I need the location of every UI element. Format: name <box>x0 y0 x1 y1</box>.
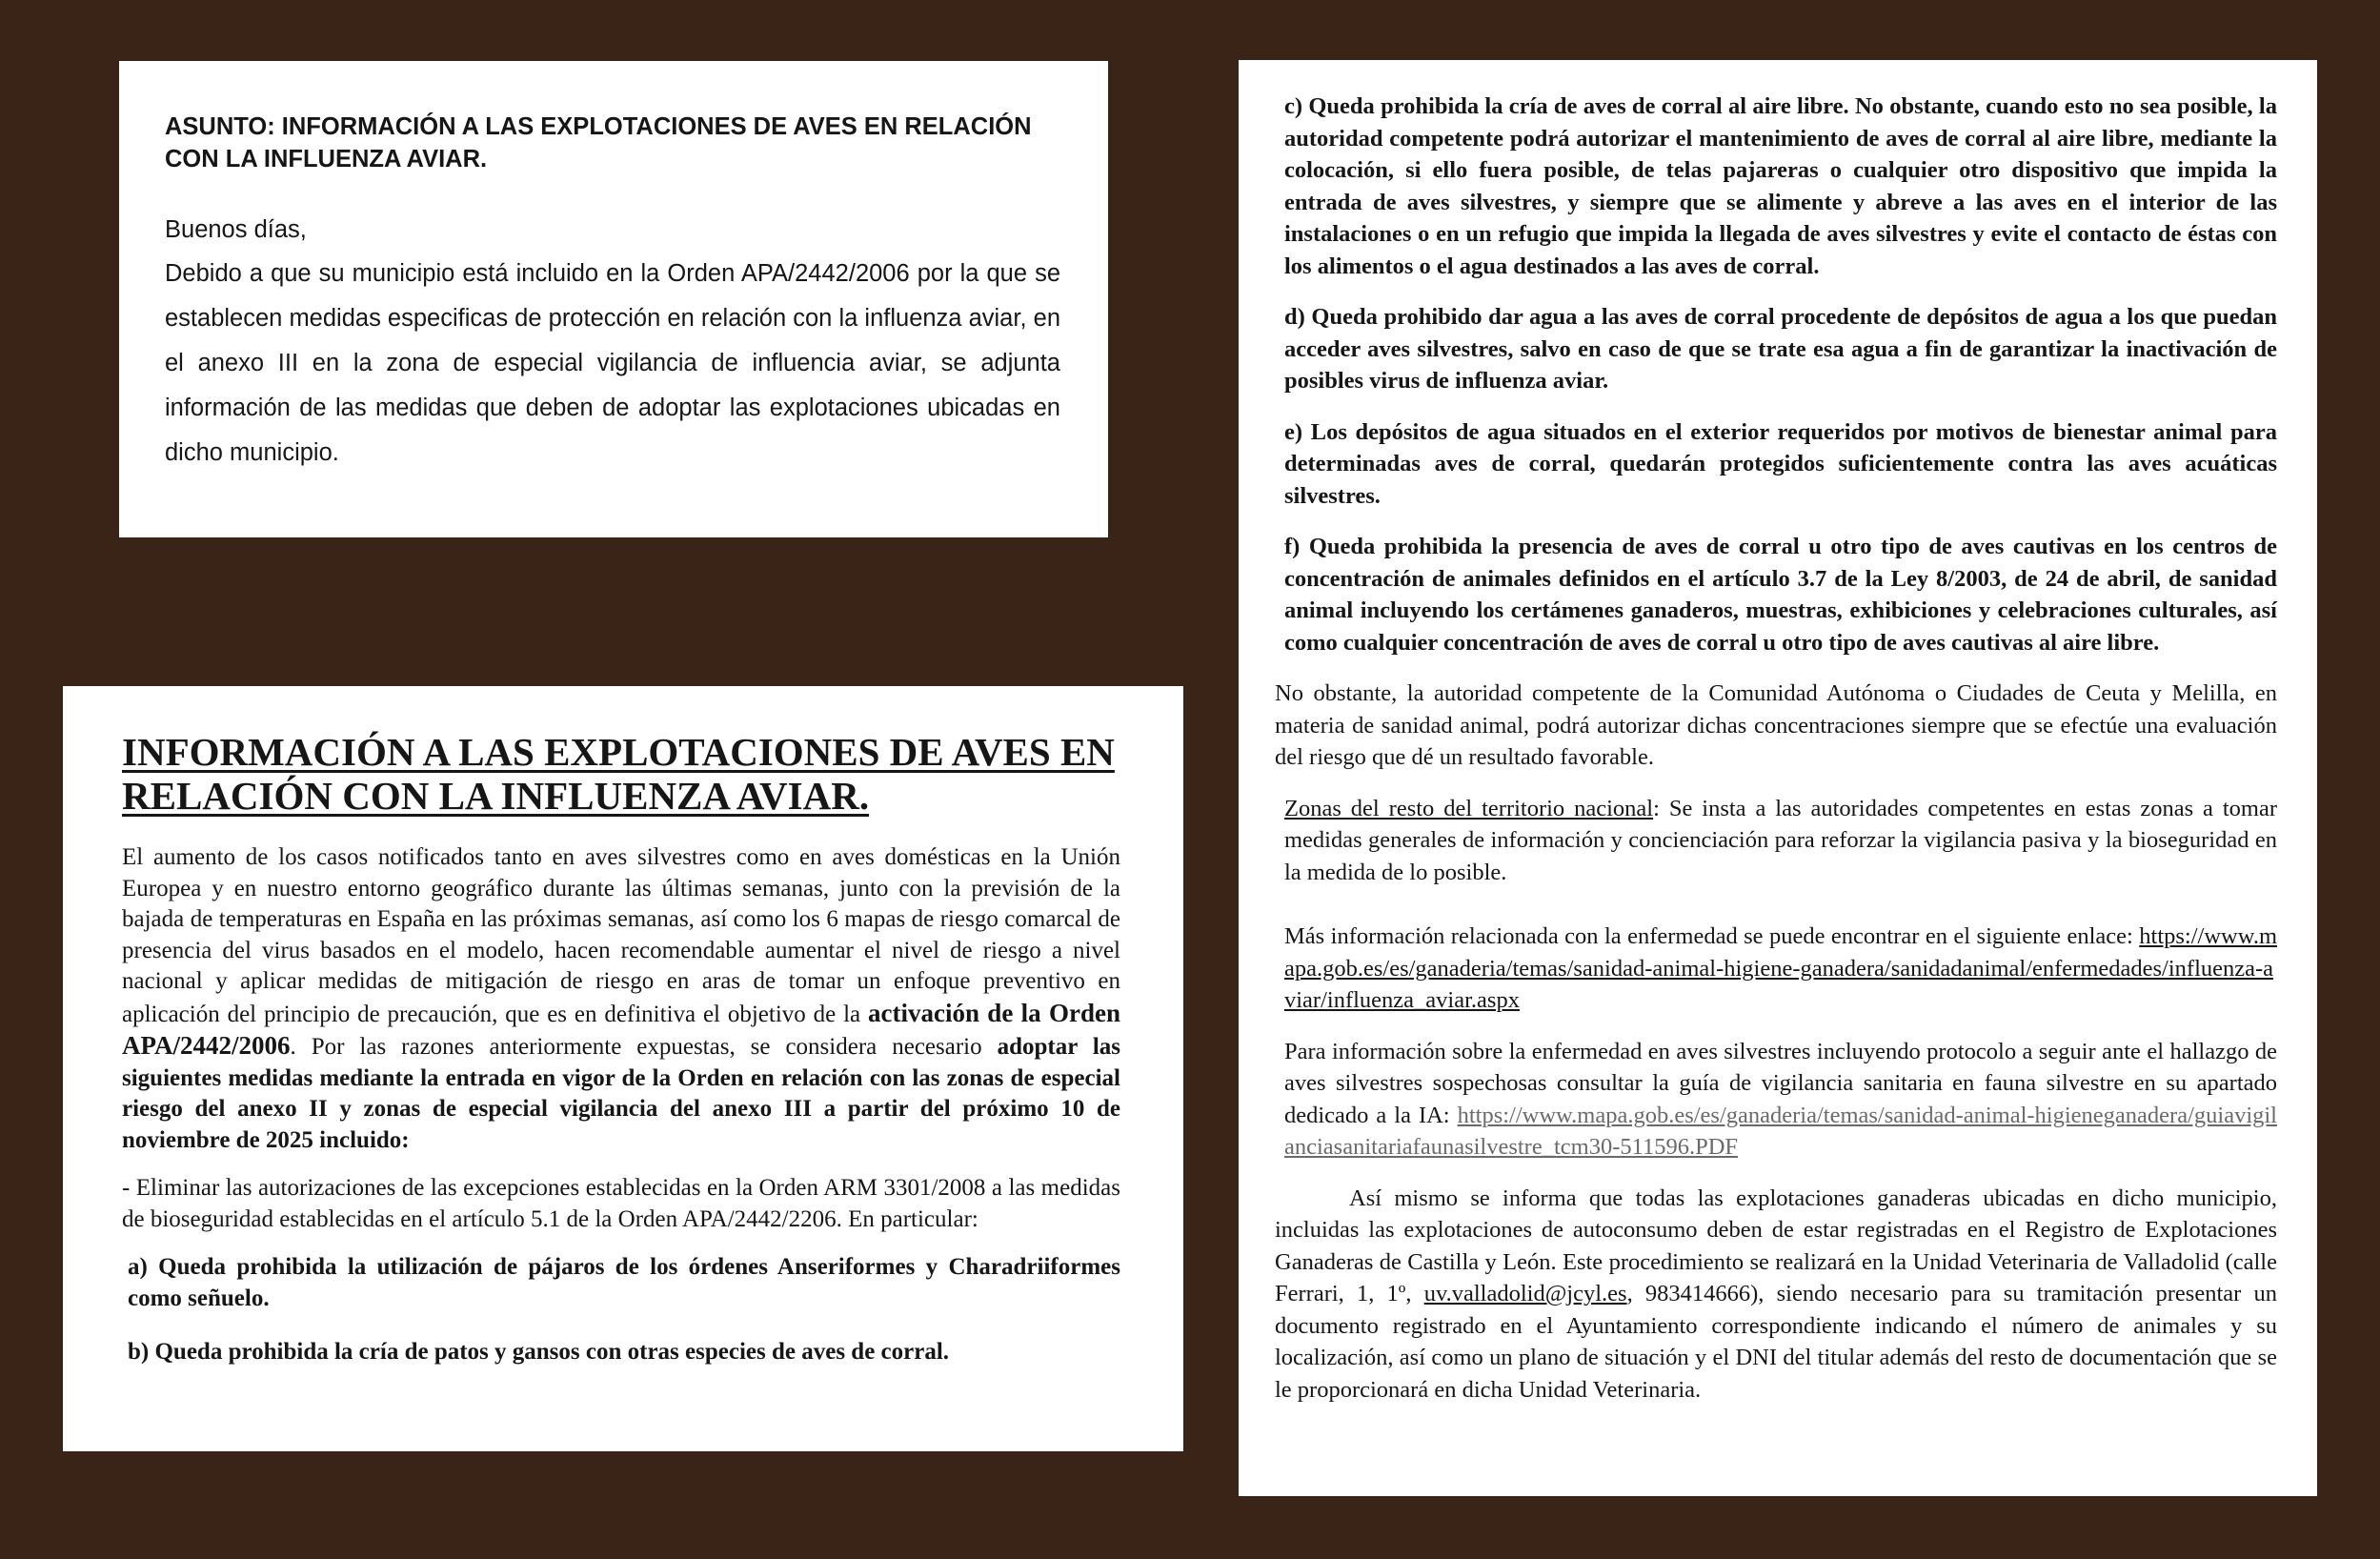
unit-email-link[interactable]: uv.valladolid@jcyl.es <box>1423 1281 1627 1306</box>
zones-label: Zonas del resto del territorio nacional <box>1284 795 1654 821</box>
intro-text-part2: . Por las razones anteriormente expuestas, se considera necesario <box>290 1034 982 1060</box>
registration-paragraph <box>1275 1183 2277 1407</box>
exceptions-paragraph: - Eliminar las autorizaciones de las excepciones establecidas en la Orden ARM 3301/2008 a las medidas de bioseguridad establecidas en el artículo 5.1 de la Orden APA/2442/2206. En particular: <box>122 1175 1120 1232</box>
intro-text-part1: El aumento de los casos notificados tanto en aves silvestres como en aves domésticas en la Unión Europea y en nuestro entorno geográfico durante las últimas semanas, junto con la previsión de la bajada de temperaturas en España en las próximas semanas, así como los 6 mapas de riesgo comarcal de presencia del virus basados en el modelo, hacen recomendable aumentar el nivel de riesgo a nivel nacional y aplicar medidas de mitigación de riesgo en aras de tomar un enfoque preventivo en aplicación del principio de precaución, que es en definitiva el objetivo de la <box>122 844 1120 1027</box>
zones-text: : Se insta a las autoridades competentes en estas zonas a tomar medidas generales de información y concienciación para reforzar la vigilancia pasiva y la bioseguridad en la medida de lo posible. <box>1284 795 2277 885</box>
measure-a: a) Queda prohibida la utilización de pájaros de los órdenes Anseriformes y Charadriiformes como señuelo. <box>128 1254 1120 1311</box>
disease-info-link[interactable]: https://www.mapa.gob.es/es/ganaderia/temas/sanidad-animal-higiene-ganadera/sanidadanimal/enfermedades/influenza-aviar/influenza_aviar.aspx <box>1284 923 2278 1013</box>
measure-e: e) Los depósitos de agua situados en el exterior requeridos por motivos de bienestar animal para determinadas aves de corral, quedarán protegidos suficientemente contra las aves acuáticas silvestres. <box>1284 418 2277 509</box>
info-sheet-panel <box>63 686 1183 1451</box>
intro-measures-statement: adoptar las siguientes medidas mediante la entrada en vigor de la Orden en relación con las zonas de especial riesgo del anexo II y zonas de especial vigilancia del anexo III a partir del próximo 10 de noviembre de 2025 incluido: <box>122 1034 1120 1153</box>
zones-paragraph <box>1284 793 2277 889</box>
wildlife-guide-link[interactable]: https://www.mapa.gob.es/es/ganaderia/temas/sanidad-animal-higieneganadera/guiavigilanciasanitariafaunasilvestre_tcm30-511596.PDF <box>1284 1102 2277 1160</box>
wild-birds-text: Para información sobre la enfermedad en aves silvestres incluyendo protocolo a seguir ante el hallazgo de aves silvestres sospechosas consultar la guía de vigilancia sanitaria en fauna silvestre en su apartado dedicado a la IA: <box>1284 1038 2277 1128</box>
registration-text-part2: , 983414666), siendo necesario para su tramitación presentar un documento registrado en el Ayuntamiento correspondiente indicando el número de animales y su localización, así como un plano de situación y el DNI del titular además del resto de documentación que se le proporcionará en dicha Unidad Veterinaria. <box>1275 1281 2277 1403</box>
email-notice-panel <box>119 61 1108 537</box>
measures-panel <box>1239 60 2317 1496</box>
measure-f: f) Queda prohibida la presencia de aves de corral u otro tipo de aves cautivas en los centros de concentración de animales definidos en el artículo 3.7 de la Ley 8/2003, de 24 de abril, de sanidad animal incluyendo los certámenes ganaderos, muestras, exhibiciones y celebraciones culturales, así como cualquier concentración de aves de corral u otro tipo de aves cautivas al aire libre. <box>1284 534 2277 656</box>
spacer <box>1275 907 2277 921</box>
info-sheet-title: INFORMACIÓN A LAS EXPLOTACIONES DE AVES EN RELACIÓN CON LA INFLUENZA AVIAR. <box>122 730 1115 818</box>
measure-b: b) Queda prohibida la cría de patos y gansos con otras especies de aves de corral. <box>128 1339 950 1365</box>
email-subject: ASUNTO: INFORMACIÓN A LAS EXPLOTACIONES DE AVES EN RELACIÓN CON LA INFLUENZA AVIAR. <box>165 113 1032 172</box>
wild-birds-paragraph <box>1284 1036 2277 1164</box>
registration-text-part1: Así mismo se informa que todas las explotaciones ganaderas ubicadas en dicho municipio, incluidas las explotaciones de autoconsumo deben de estar registradas en el Registro de Explotaciones Ganaderas de Castilla y León. Este procedimiento se realizará en la Unidad Veterinaria de Valladolid (calle Ferrari, 1, 1º, <box>1275 1184 2277 1306</box>
more-info-text: Más información relacionada con la enfermedad se puede encontrar en el siguiente enlace: <box>1284 923 2133 949</box>
exception-note: No obstante, la autoridad competente de la Comunidad Autónoma o Ciudades de Ceuta y Melilla, en materia de sanidad animal, podrá autorizar dichas concentraciones siempre que se efectúe una evaluación del riesgo que dé un resultado favorable. <box>1275 680 2277 770</box>
email-body: Debido a que su municipio está incluido en la Orden APA/2442/2006 por la que se establecen medidas especificas de protección en relación con la influenza aviar, en el anexo III en la zona de especial vigilancia de influencia aviar, se adjunta información de las medidas que deben de adoptar las explotaciones ubicadas en dicho municipio. <box>165 260 1060 466</box>
measure-d: d) Queda prohibido dar agua a las aves de corral procedente de depósitos de agua a los que puedan acceder aves silvestres, salvo en caso de que se trate esa agua a fin de garantizar la inactivación de posibles virus de influenza aviar. <box>1284 304 2277 394</box>
intro-order-reference: activación de la Orden APA/2442/2006 <box>122 998 1121 1060</box>
info-sheet-intro <box>122 842 1120 1156</box>
more-info-paragraph <box>1284 921 2277 1017</box>
measure-c: c) Queda prohibida la cría de aves de corral al aire libre. No obstante, cuando esto no sea posible, la autoridad competente podrá autorizar el mantenimiento de aves de corral al aire libre, mediante la colocación, si ello fuera posible, de telas pajareras o cualquier otro dispositivo que impida la entrada de aves silvestres, y siempre que se alimente y abreve a las aves en el interior de las instalaciones o en un refugio que impida la llegada de aves silvestres y evite el contacto de éstas con los alimentos o el agua destinados a las aves de corral. <box>1284 93 2277 279</box>
email-greeting: Buenos días, <box>165 216 307 243</box>
